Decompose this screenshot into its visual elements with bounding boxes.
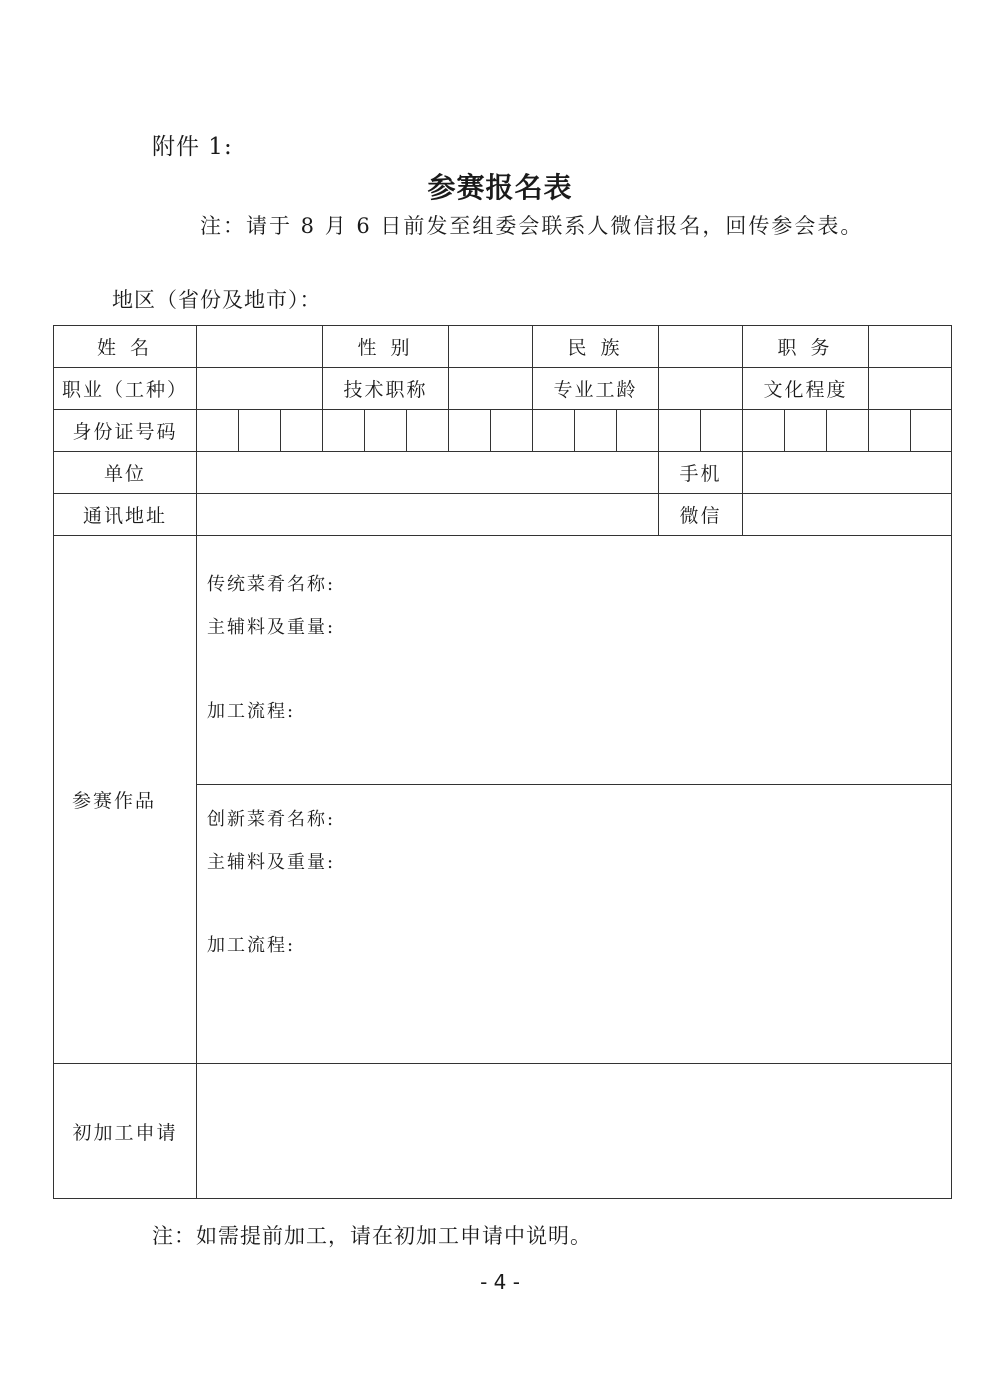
attachment-label: 附件 1:	[152, 134, 233, 160]
id-digit-cell[interactable]	[617, 410, 659, 452]
id-number-label: 身份证号码	[54, 410, 197, 452]
name-field[interactable]	[197, 326, 323, 368]
entries-label: 参赛作品	[54, 536, 197, 1064]
education-field[interactable]	[869, 368, 952, 410]
mobile-label: 手机	[659, 452, 743, 494]
id-digit-cell[interactable]	[575, 410, 617, 452]
id-digit-cell[interactable]	[323, 410, 365, 452]
seniority-label: 专业工龄	[533, 368, 659, 410]
id-digit-cell[interactable]	[449, 410, 491, 452]
id-digit-cell[interactable]	[785, 410, 827, 452]
id-digit-cell[interactable]	[701, 410, 743, 452]
tech-title-field[interactable]	[449, 368, 533, 410]
gender-label: 性 别	[323, 326, 449, 368]
id-digit-cell[interactable]	[659, 410, 701, 452]
form-title: 参赛报名表	[427, 171, 573, 204]
id-digit-cell[interactable]	[491, 410, 533, 452]
id-digit-cell[interactable]	[743, 410, 785, 452]
id-digit-cell[interactable]	[533, 410, 575, 452]
registration-table	[53, 325, 952, 1199]
traditional-dish-name-label: 传统菜肴名称:	[207, 574, 336, 595]
gender-field[interactable]	[449, 326, 533, 368]
address-field[interactable]	[197, 494, 659, 536]
traditional-ingredients-label: 主辅料及重量:	[207, 617, 336, 638]
innovative-ingredients-label: 主辅料及重量:	[207, 852, 336, 873]
id-digit-cell[interactable]	[407, 410, 449, 452]
position-label: 职 务	[743, 326, 869, 368]
tech-title-label: 技术职称	[323, 368, 449, 410]
id-digit-cell[interactable]	[197, 410, 239, 452]
ethnicity-label: 民 族	[533, 326, 659, 368]
employer-label: 单位	[54, 452, 197, 494]
traditional-dish-section[interactable]	[197, 536, 952, 785]
ethnicity-field[interactable]	[659, 326, 743, 368]
innovative-dish-name-label: 创新菜肴名称:	[207, 809, 336, 830]
id-digit-cell[interactable]	[239, 410, 281, 452]
wechat-field[interactable]	[743, 494, 952, 536]
position-field[interactable]	[869, 326, 952, 368]
innovative-dish-section[interactable]	[197, 785, 952, 1064]
address-label: 通讯地址	[54, 494, 197, 536]
occupation-label: 职业（工种）	[54, 368, 197, 410]
id-digit-cell[interactable]	[911, 410, 952, 452]
id-digit-cell[interactable]	[281, 410, 323, 452]
id-digit-cell[interactable]	[827, 410, 869, 452]
education-label: 文化程度	[743, 368, 869, 410]
innovative-process-label: 加工流程:	[207, 935, 296, 956]
id-digit-cell[interactable]	[869, 410, 911, 452]
preprocess-note: 注：如需提前加工，请在初加工申请中说明。	[152, 1224, 592, 1248]
mobile-field[interactable]	[743, 452, 952, 494]
wechat-label: 微信	[659, 494, 743, 536]
id-digit-cell[interactable]	[365, 410, 407, 452]
traditional-process-label: 加工流程:	[207, 701, 296, 722]
page-number: - 4 -	[480, 1270, 520, 1294]
employer-field[interactable]	[197, 452, 659, 494]
seniority-field[interactable]	[659, 368, 743, 410]
name-label: 姓 名	[54, 326, 197, 368]
preprocess-field[interactable]	[197, 1064, 952, 1199]
preprocess-label: 初加工申请	[54, 1064, 197, 1199]
region-label: 地区（省份及地市）：	[112, 288, 322, 312]
submission-note: 注：请于 8 月 6 日前发至组委会联系人微信报名，回传参会表。	[200, 214, 864, 238]
occupation-field[interactable]	[197, 368, 323, 410]
